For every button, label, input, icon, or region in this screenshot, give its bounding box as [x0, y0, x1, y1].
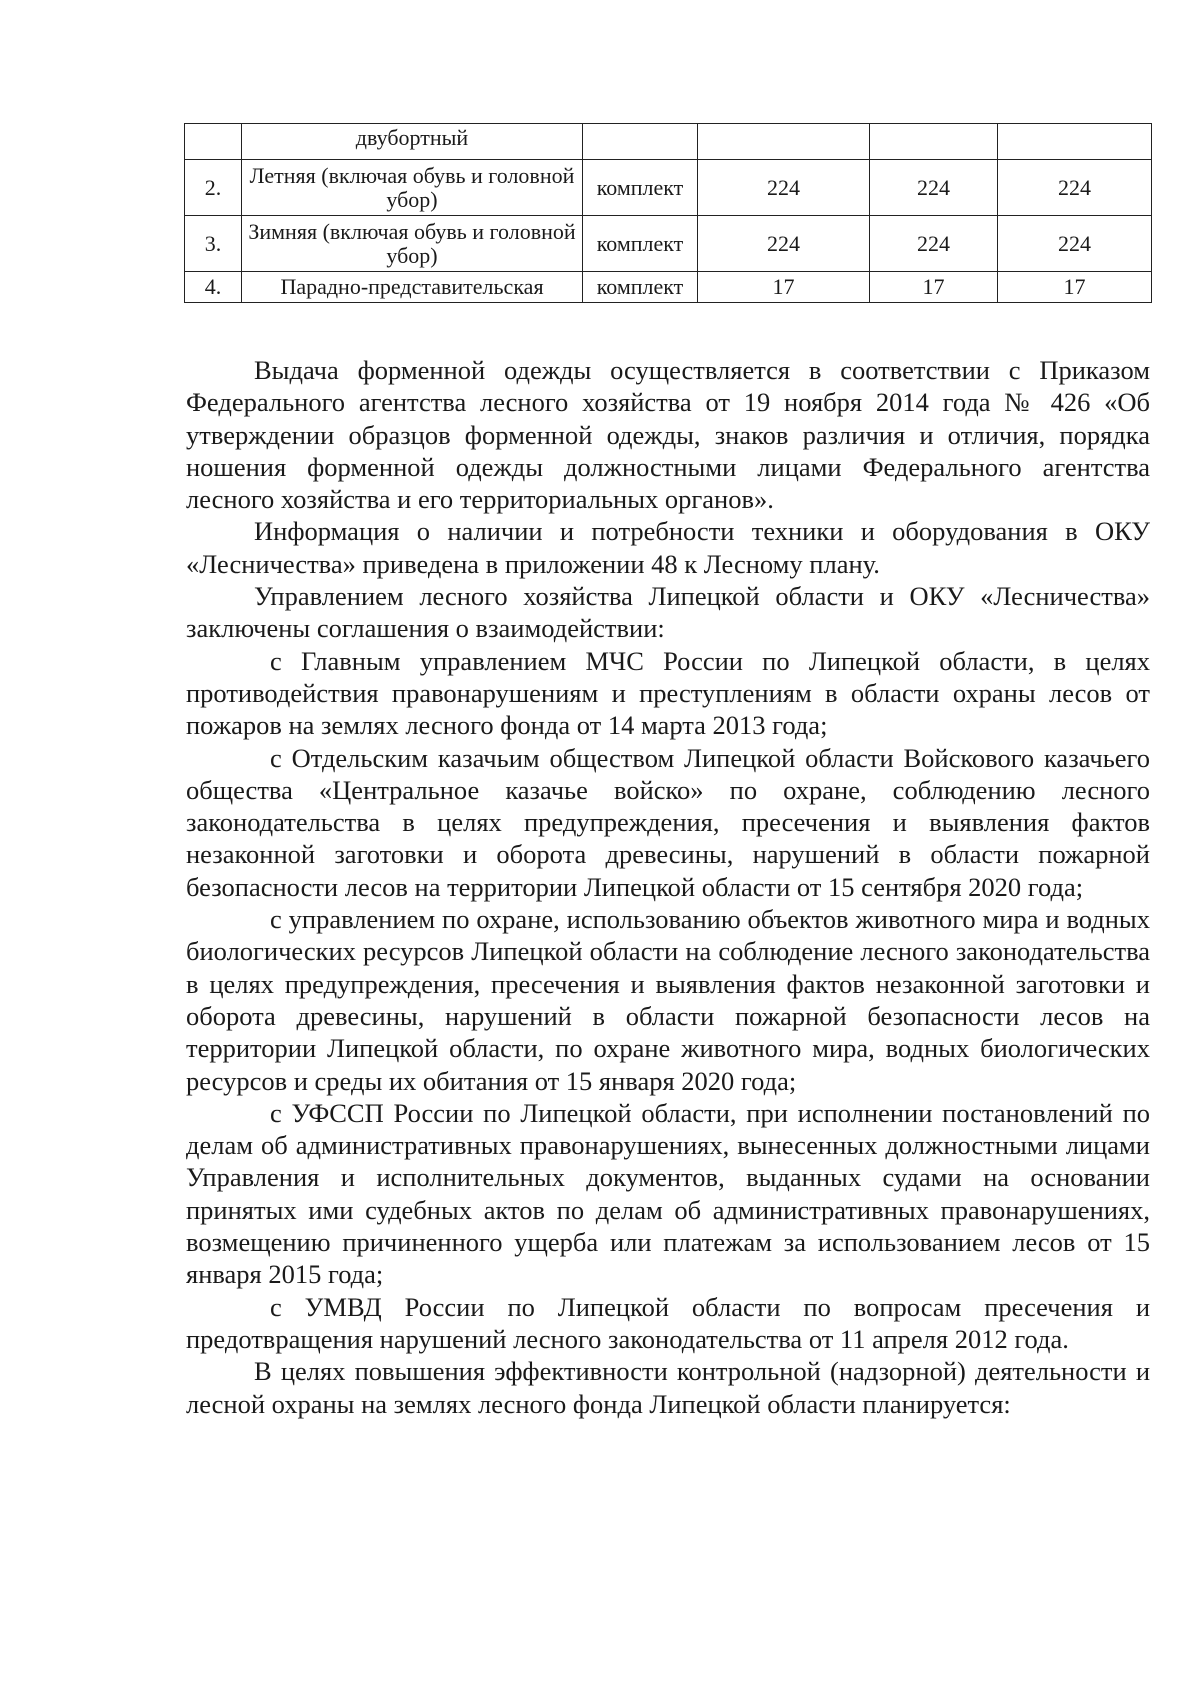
uniform-name: Летняя (включая обувь и головной убор) — [242, 160, 583, 216]
row-number: 4. — [185, 272, 242, 303]
paragraph-agreement-cossack: с Отдельским казачьим обществом Липецкой области Войскового казачьего общества «Центральное казачье войско» по охране, соблюдению лесного законодательства в целях предупреждения, пресечения и выявления фактов незаконной заготовки и оборота древесины, нарушений в области пожарной безопасности лесов на территории Липецкой области от 15 сентября 2020 года; — [186, 742, 1150, 902]
paragraph-planned-measures: В целях повышения эффективности контрольной (надзорной) деятельности и лесной охраны на землях лесного фонда Липецкой области планируется: — [186, 1356, 1150, 1419]
value-cell — [870, 124, 998, 160]
unit-cell: комплект — [583, 216, 698, 272]
value-cell: 224 — [998, 216, 1152, 272]
paragraph-agreement-fssp: с УФССП России по Липецкой области, при исполнении постановлений по делам об административных правонарушениях, вынесенных должностными лицами Управления и исполнительных документов, выданных судами на основании принятых ими судебных актов по делам об административных правонарушениях, возмещению причиненного ущерба или платежам за использованием лесов от 15 января 2015 года; — [186, 1097, 1150, 1290]
value-cell: 224 — [998, 160, 1152, 216]
value-cell: 224 — [870, 160, 998, 216]
paragraph-uniform-issuance: Выдача форменной одежды осуществляется в соответствии с Приказом Федерального агентства лесного хозяйства от 19 ноября 2014 года № 426 «Об утверждении образцов форменной одежды, знаков различия и отличия, порядка ношения форменной одежды должностными лицами Федерального агентства лесного хозяйства и его территориальных органов». — [186, 355, 1150, 515]
uniform-name: Зимняя (включая обувь и головной убор) — [242, 216, 583, 272]
table-row — [185, 216, 1152, 272]
value-cell: 224 — [698, 160, 870, 216]
unit-cell: комплект — [583, 160, 698, 216]
value-cell: 224 — [698, 216, 870, 272]
paragraph-agreement-mchs: с Главным управлением МЧС России по Липецкой области, в целях противодействия правонарушениям и преступлениям в области охраны лесов от пожаров на землях лесного фонда от 14 марта 2013 года; — [186, 645, 1150, 741]
value-cell: 224 — [870, 216, 998, 272]
uniform-name: Парадно-представительская — [242, 272, 583, 303]
paragraph-agreements-intro: Управлением лесного хозяйства Липецкой области и ОКУ «Лесничества» заключены соглашения о взаимодействии: — [186, 581, 1150, 644]
value-cell: 17 — [698, 272, 870, 303]
row-number: 3. — [185, 216, 242, 272]
paragraph-agreement-wildlife: с управлением по охране, использованию объектов животного мира и водных биологических ресурсов Липецкой области на соблюдение лесного законодательства в целях предупреждения, пресечения и выявления фактов незаконной заготовки и оборота древесины, нарушений в области пожарной безопасности лесов на территории Липецкой области, по охране животного мира, водных биологических ресурсов и среды их обитания от 15 января 2020 года; — [186, 904, 1150, 1096]
uniform-name: двубортный — [242, 124, 583, 160]
table-row — [185, 272, 1152, 303]
value-cell: 17 — [870, 272, 998, 303]
paragraph-equipment-info: Информация о наличии и потребности техники и оборудования в ОКУ «Лесничества» приведена в приложении 48 к Лесному плану. — [186, 516, 1150, 579]
value-cell — [998, 124, 1152, 160]
row-number: 2. — [185, 160, 242, 216]
table-row — [185, 160, 1152, 216]
row-number — [185, 124, 242, 160]
uniform-table — [184, 123, 1152, 303]
value-cell — [698, 124, 870, 160]
body-text — [186, 354, 1150, 1420]
paragraph-agreement-umvd: с УМВД России по Липецкой области по вопросам пресечения и предотвращения нарушений лесного законодательства от 11 апреля 2012 года. — [186, 1291, 1150, 1354]
table-row — [185, 124, 1152, 160]
unit-cell — [583, 124, 698, 160]
value-cell: 17 — [998, 272, 1152, 303]
unit-cell: комплект — [583, 272, 698, 303]
